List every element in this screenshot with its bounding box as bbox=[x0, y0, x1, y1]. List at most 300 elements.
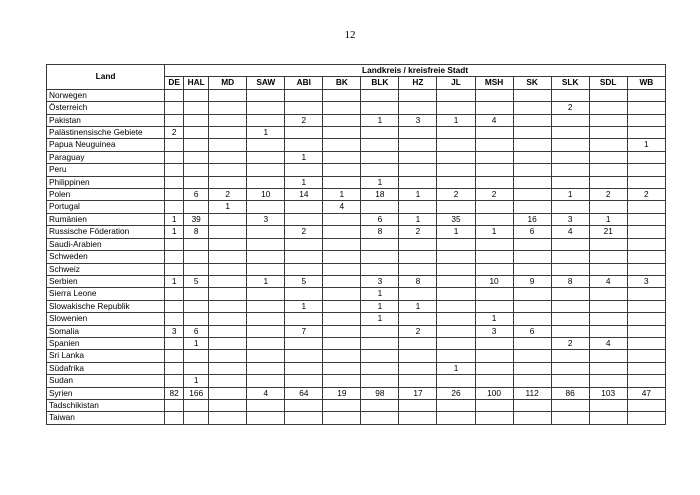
table-cell: 3 bbox=[475, 325, 513, 337]
table-row bbox=[47, 263, 666, 275]
table-cell bbox=[437, 102, 475, 114]
table-cell: 1 bbox=[551, 189, 589, 201]
table-row bbox=[47, 176, 666, 188]
table-cell bbox=[513, 399, 551, 411]
table-cell bbox=[399, 362, 437, 374]
table-cell bbox=[165, 114, 184, 126]
table-cell bbox=[165, 375, 184, 387]
table-cell bbox=[209, 226, 247, 238]
table-cell bbox=[399, 350, 437, 362]
table-cell bbox=[285, 375, 323, 387]
table-cell bbox=[209, 213, 247, 225]
table-cell: 1 bbox=[437, 362, 475, 374]
table-row bbox=[47, 399, 666, 411]
table-cell bbox=[589, 176, 627, 188]
table-cell bbox=[437, 412, 475, 424]
country-name: Saudi-Arabien bbox=[47, 238, 165, 250]
table-cell bbox=[184, 114, 209, 126]
table-row bbox=[47, 102, 666, 114]
table-row bbox=[47, 325, 666, 337]
table-cell bbox=[513, 288, 551, 300]
table-cell: 35 bbox=[437, 213, 475, 225]
table-cell: 3 bbox=[551, 213, 589, 225]
table-cell bbox=[399, 164, 437, 176]
table-row bbox=[47, 238, 666, 250]
table-cell bbox=[285, 263, 323, 275]
table-cell bbox=[247, 89, 285, 101]
table-cell bbox=[437, 201, 475, 213]
table-cell bbox=[551, 201, 589, 213]
table-cell bbox=[513, 164, 551, 176]
table-cell: 3 bbox=[627, 275, 665, 287]
table-cell bbox=[475, 288, 513, 300]
table-cell bbox=[475, 362, 513, 374]
table-cell bbox=[475, 251, 513, 263]
table-cell: 4 bbox=[551, 226, 589, 238]
table-cell: 1 bbox=[475, 226, 513, 238]
country-name: Paraguay bbox=[47, 151, 165, 163]
table-cell bbox=[184, 139, 209, 151]
table-cell: 1 bbox=[247, 275, 285, 287]
table-cell bbox=[399, 375, 437, 387]
table-cell bbox=[627, 151, 665, 163]
country-name: Südafrika bbox=[47, 362, 165, 374]
table-cell bbox=[627, 238, 665, 250]
table-cell bbox=[165, 412, 184, 424]
table-cell: 1 bbox=[285, 151, 323, 163]
table-cell: 2 bbox=[551, 102, 589, 114]
table-cell bbox=[551, 325, 589, 337]
table-cell bbox=[551, 127, 589, 139]
table-cell bbox=[475, 176, 513, 188]
table-row bbox=[47, 275, 666, 287]
table-cell: 98 bbox=[361, 387, 399, 399]
table-cell bbox=[285, 164, 323, 176]
table-cell bbox=[323, 263, 361, 275]
table-cell bbox=[165, 313, 184, 325]
table-cell bbox=[247, 313, 285, 325]
table-cell bbox=[513, 151, 551, 163]
table-cell bbox=[285, 89, 323, 101]
table-cell bbox=[323, 151, 361, 163]
table-cell bbox=[209, 313, 247, 325]
table-cell: 21 bbox=[589, 226, 627, 238]
table-cell bbox=[285, 399, 323, 411]
table-cell bbox=[165, 89, 184, 101]
table-cell bbox=[475, 375, 513, 387]
table-cell bbox=[323, 89, 361, 101]
table-cell bbox=[627, 313, 665, 325]
table-cell bbox=[361, 325, 399, 337]
table-cell bbox=[399, 127, 437, 139]
table-cell bbox=[285, 362, 323, 374]
table-cell bbox=[399, 263, 437, 275]
table-cell bbox=[209, 102, 247, 114]
column-header: BK bbox=[323, 77, 361, 89]
table-cell bbox=[399, 89, 437, 101]
table-cell bbox=[285, 102, 323, 114]
table-cell: 3 bbox=[165, 325, 184, 337]
table-cell bbox=[247, 263, 285, 275]
table-cell bbox=[627, 201, 665, 213]
country-name: Russische Föderation bbox=[47, 226, 165, 238]
table-cell bbox=[513, 313, 551, 325]
country-name: Peru bbox=[47, 164, 165, 176]
table-cell bbox=[437, 139, 475, 151]
table-cell bbox=[437, 337, 475, 349]
table-row bbox=[47, 375, 666, 387]
table-row bbox=[47, 189, 666, 201]
table-cell bbox=[323, 127, 361, 139]
table-cell: 100 bbox=[475, 387, 513, 399]
table-cell bbox=[247, 238, 285, 250]
column-header: MSH bbox=[475, 77, 513, 89]
table-cell bbox=[399, 399, 437, 411]
table-cell bbox=[165, 139, 184, 151]
table-cell bbox=[323, 325, 361, 337]
table-cell bbox=[437, 238, 475, 250]
table-cell bbox=[247, 226, 285, 238]
table-cell bbox=[551, 176, 589, 188]
table-cell bbox=[361, 201, 399, 213]
column-header: HZ bbox=[399, 77, 437, 89]
table-row bbox=[47, 313, 666, 325]
table-cell bbox=[475, 201, 513, 213]
table-cell bbox=[475, 238, 513, 250]
table-cell: 8 bbox=[551, 275, 589, 287]
table-cell bbox=[184, 288, 209, 300]
table-cell: 4 bbox=[589, 337, 627, 349]
table-cell bbox=[184, 300, 209, 312]
table-cell bbox=[323, 213, 361, 225]
table-cell bbox=[513, 412, 551, 424]
table-cell: 39 bbox=[184, 213, 209, 225]
table-cell bbox=[589, 238, 627, 250]
table-cell bbox=[627, 288, 665, 300]
table-cell bbox=[209, 412, 247, 424]
column-header: DE bbox=[165, 77, 184, 89]
table-cell bbox=[361, 337, 399, 349]
table-cell bbox=[247, 350, 285, 362]
table-cell bbox=[209, 251, 247, 263]
table-cell bbox=[361, 127, 399, 139]
table-cell bbox=[209, 139, 247, 151]
table-cell bbox=[361, 151, 399, 163]
table-cell bbox=[437, 151, 475, 163]
table-cell: 26 bbox=[437, 387, 475, 399]
table-cell bbox=[323, 102, 361, 114]
table-cell bbox=[399, 337, 437, 349]
table-cell: 6 bbox=[184, 189, 209, 201]
table-cell: 1 bbox=[361, 313, 399, 325]
table-cell bbox=[247, 362, 285, 374]
table-cell: 1 bbox=[399, 213, 437, 225]
table-cell bbox=[627, 350, 665, 362]
table-cell: 6 bbox=[513, 226, 551, 238]
table-cell bbox=[399, 251, 437, 263]
table-row bbox=[47, 300, 666, 312]
table-cell: 1 bbox=[285, 300, 323, 312]
table-cell bbox=[437, 263, 475, 275]
country-name: Pakistan bbox=[47, 114, 165, 126]
table-cell bbox=[589, 362, 627, 374]
table-cell: 2 bbox=[399, 226, 437, 238]
table-cell bbox=[323, 399, 361, 411]
table-cell bbox=[247, 375, 285, 387]
table-cell bbox=[184, 238, 209, 250]
table-cell bbox=[399, 238, 437, 250]
table-cell bbox=[589, 350, 627, 362]
table-cell bbox=[323, 114, 361, 126]
table-cell: 3 bbox=[247, 213, 285, 225]
table-cell bbox=[513, 189, 551, 201]
table-cell bbox=[285, 313, 323, 325]
table-cell bbox=[165, 201, 184, 213]
table-cell bbox=[285, 251, 323, 263]
table-cell bbox=[589, 325, 627, 337]
table-cell: 1 bbox=[184, 375, 209, 387]
table-cell bbox=[513, 127, 551, 139]
table-cell: 2 bbox=[285, 226, 323, 238]
table-cell bbox=[589, 164, 627, 176]
table-cell bbox=[513, 114, 551, 126]
table-cell: 3 bbox=[399, 114, 437, 126]
country-name: Portugal bbox=[47, 201, 165, 213]
table-cell: 82 bbox=[165, 387, 184, 399]
table-cell bbox=[285, 127, 323, 139]
country-name: Norwegen bbox=[47, 89, 165, 101]
table-cell bbox=[437, 325, 475, 337]
table-cell bbox=[209, 238, 247, 250]
table-row bbox=[47, 226, 666, 238]
table-row bbox=[47, 350, 666, 362]
table-cell bbox=[551, 139, 589, 151]
table-cell bbox=[209, 300, 247, 312]
table-cell bbox=[475, 399, 513, 411]
table-cell: 4 bbox=[323, 201, 361, 213]
table-cell bbox=[165, 164, 184, 176]
table-cell bbox=[247, 325, 285, 337]
table-row bbox=[47, 362, 666, 374]
table-cell bbox=[165, 176, 184, 188]
table-cell: 103 bbox=[589, 387, 627, 399]
table-cell bbox=[323, 337, 361, 349]
table-cell bbox=[184, 350, 209, 362]
table-cell: 2 bbox=[437, 189, 475, 201]
table-cell: 166 bbox=[184, 387, 209, 399]
column-header: ABI bbox=[285, 77, 323, 89]
table-cell bbox=[209, 164, 247, 176]
table-cell bbox=[475, 263, 513, 275]
table-row bbox=[47, 412, 666, 424]
table-cell: 64 bbox=[285, 387, 323, 399]
table-cell bbox=[589, 300, 627, 312]
table-cell: 2 bbox=[399, 325, 437, 337]
table-cell bbox=[589, 251, 627, 263]
table-cell bbox=[513, 337, 551, 349]
table-cell bbox=[323, 313, 361, 325]
table-cell: 47 bbox=[627, 387, 665, 399]
table-cell: 1 bbox=[184, 337, 209, 349]
table-cell: 1 bbox=[589, 213, 627, 225]
table-cell bbox=[437, 300, 475, 312]
table-cell bbox=[475, 350, 513, 362]
table-row bbox=[47, 127, 666, 139]
table-cell bbox=[551, 151, 589, 163]
table-row bbox=[47, 114, 666, 126]
table-cell bbox=[323, 139, 361, 151]
column-header: SDL bbox=[589, 77, 627, 89]
table-cell: 9 bbox=[513, 275, 551, 287]
table-cell bbox=[627, 213, 665, 225]
table-row bbox=[47, 139, 666, 151]
table-cell bbox=[247, 288, 285, 300]
table-cell bbox=[399, 201, 437, 213]
column-header: MD bbox=[209, 77, 247, 89]
table-cell bbox=[513, 300, 551, 312]
table-row bbox=[47, 213, 666, 225]
table-cell bbox=[513, 350, 551, 362]
country-name: Sri Lanka bbox=[47, 350, 165, 362]
table-cell bbox=[209, 263, 247, 275]
table-cell bbox=[589, 375, 627, 387]
table-cell bbox=[323, 251, 361, 263]
table-cell bbox=[589, 151, 627, 163]
table-cell: 86 bbox=[551, 387, 589, 399]
table-cell: 1 bbox=[361, 176, 399, 188]
land-header: Land bbox=[47, 65, 165, 90]
table-cell bbox=[361, 89, 399, 101]
table-cell bbox=[437, 251, 475, 263]
table-cell bbox=[247, 102, 285, 114]
table-cell bbox=[165, 189, 184, 201]
country-name: Slowenien bbox=[47, 313, 165, 325]
table-cell bbox=[589, 313, 627, 325]
country-name: Papua Neuguinea bbox=[47, 139, 165, 151]
table-row bbox=[47, 337, 666, 349]
table-cell bbox=[551, 89, 589, 101]
table-cell bbox=[551, 313, 589, 325]
table-cell: 19 bbox=[323, 387, 361, 399]
table-cell bbox=[285, 201, 323, 213]
table-row bbox=[47, 151, 666, 163]
table-cell bbox=[323, 362, 361, 374]
table-cell bbox=[589, 399, 627, 411]
table-cell bbox=[323, 164, 361, 176]
table-cell bbox=[184, 399, 209, 411]
table-cell bbox=[627, 337, 665, 349]
table-cell: 8 bbox=[184, 226, 209, 238]
table-cell bbox=[165, 288, 184, 300]
table-cell bbox=[209, 399, 247, 411]
country-name: Somalia bbox=[47, 325, 165, 337]
table-cell bbox=[513, 362, 551, 374]
table-cell: 17 bbox=[399, 387, 437, 399]
table-cell bbox=[165, 151, 184, 163]
country-name: Palästinensische Gebiete bbox=[47, 127, 165, 139]
header-row-group bbox=[47, 65, 666, 77]
table-cell: 1 bbox=[165, 275, 184, 287]
table-cell: 8 bbox=[399, 275, 437, 287]
table-cell bbox=[361, 251, 399, 263]
table-cell bbox=[551, 164, 589, 176]
table-cell bbox=[184, 164, 209, 176]
table-cell: 3 bbox=[361, 275, 399, 287]
table-cell bbox=[475, 127, 513, 139]
table-cell: 14 bbox=[285, 189, 323, 201]
table-cell bbox=[513, 238, 551, 250]
table-cell bbox=[209, 151, 247, 163]
table-cell bbox=[165, 399, 184, 411]
table-cell bbox=[551, 251, 589, 263]
column-header: SK bbox=[513, 77, 551, 89]
table-cell bbox=[589, 288, 627, 300]
table-cell bbox=[323, 288, 361, 300]
table-cell bbox=[285, 337, 323, 349]
table-cell bbox=[209, 337, 247, 349]
column-header: HAL bbox=[184, 77, 209, 89]
table-cell bbox=[399, 288, 437, 300]
table-cell bbox=[165, 350, 184, 362]
table-cell bbox=[247, 114, 285, 126]
table-cell: 1 bbox=[475, 313, 513, 325]
table-cell bbox=[165, 337, 184, 349]
table-cell bbox=[589, 263, 627, 275]
table-cell bbox=[589, 127, 627, 139]
table-cell bbox=[627, 114, 665, 126]
table-cell bbox=[184, 176, 209, 188]
table-cell bbox=[437, 399, 475, 411]
table-cell bbox=[399, 102, 437, 114]
table-cell bbox=[184, 102, 209, 114]
table-row bbox=[47, 164, 666, 176]
table-cell bbox=[184, 362, 209, 374]
table-cell bbox=[627, 325, 665, 337]
table-cell bbox=[165, 251, 184, 263]
table-cell: 5 bbox=[285, 275, 323, 287]
table-cell: 1 bbox=[437, 114, 475, 126]
country-name: Polen bbox=[47, 189, 165, 201]
table-cell bbox=[285, 139, 323, 151]
table-cell bbox=[627, 89, 665, 101]
table-cell bbox=[437, 164, 475, 176]
table-cell bbox=[437, 275, 475, 287]
table-cell: 1 bbox=[165, 226, 184, 238]
country-name: Sierra Leone bbox=[47, 288, 165, 300]
table-row bbox=[47, 387, 666, 399]
table-cell bbox=[399, 176, 437, 188]
table-cell bbox=[247, 251, 285, 263]
table-cell: 1 bbox=[437, 226, 475, 238]
table-cell bbox=[399, 412, 437, 424]
table-cell bbox=[323, 300, 361, 312]
column-header: BLK bbox=[361, 77, 399, 89]
table-cell: 2 bbox=[209, 189, 247, 201]
country-name: Tadschikistan bbox=[47, 399, 165, 411]
table-cell: 1 bbox=[323, 189, 361, 201]
table-cell bbox=[184, 313, 209, 325]
table-cell bbox=[475, 139, 513, 151]
table-cell: 4 bbox=[589, 275, 627, 287]
column-header: SAW bbox=[247, 77, 285, 89]
table-cell bbox=[475, 89, 513, 101]
table-cell: 2 bbox=[627, 189, 665, 201]
table-cell bbox=[513, 251, 551, 263]
column-header: SLK bbox=[551, 77, 589, 89]
table-cell bbox=[627, 375, 665, 387]
table-cell bbox=[589, 201, 627, 213]
table-cell bbox=[399, 313, 437, 325]
